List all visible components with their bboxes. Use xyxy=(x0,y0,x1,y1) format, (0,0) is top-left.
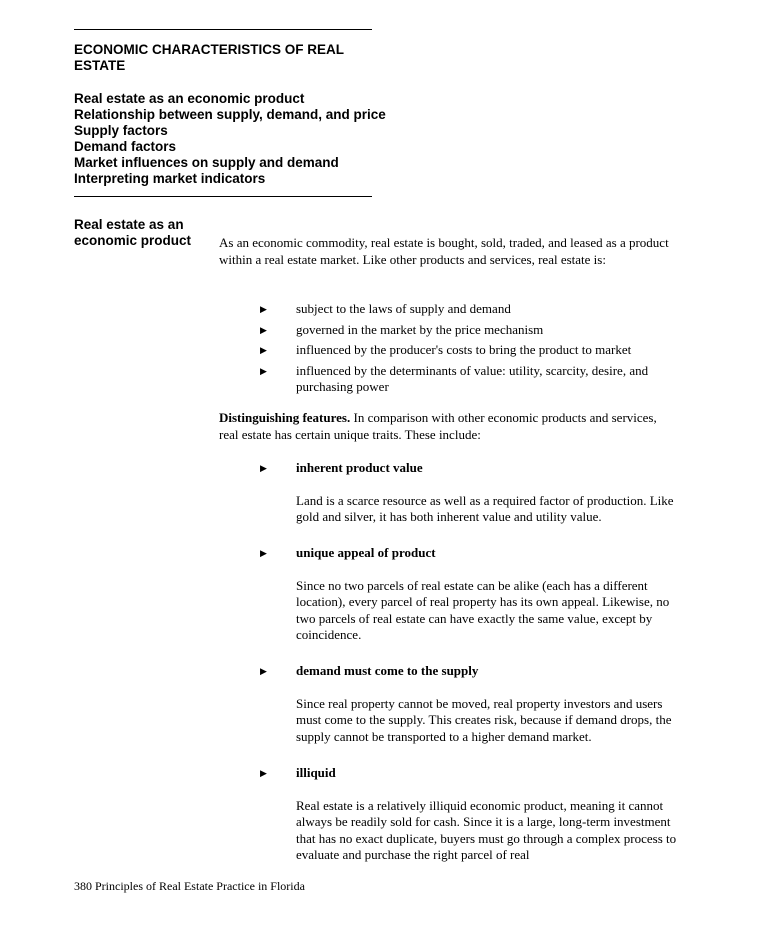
topic-item: Interpreting market indicators xyxy=(74,171,266,186)
bottom-rule xyxy=(74,196,372,197)
list-item xyxy=(260,342,680,359)
distinguishing-paragraph xyxy=(219,410,669,443)
feature-title xyxy=(260,663,680,680)
bullet-arrow-icon: ▶ xyxy=(260,304,267,314)
topic-list xyxy=(74,91,434,187)
feature-title xyxy=(260,545,680,562)
top-rule xyxy=(74,29,372,30)
list-item-text: influenced by the producer's costs to bring the product to market xyxy=(296,342,632,357)
feature-body: Since real property cannot be moved, real property investors and users must come to the supply. This creates risk, because if demand drops, the supply cannot be transported to a higher demand market. xyxy=(296,695,672,744)
feature-body: Since no two parcels of real estate can be alike (each has a different location), every parcel of real property has its own appeal. Likewise, no two parcels of real estate can have exactly the same value, except by coincidence. xyxy=(296,577,670,642)
feature-body: Real estate is a relatively illiquid economic product, meaning it cannot always be readily sold for cash. Since it is a large, long-term investment that has no exact duplicate, buyers must go through a complex process to evaluate and purchase the right parcel of real xyxy=(296,797,677,862)
list-item xyxy=(260,301,680,318)
bullet-arrow-icon: ▶ xyxy=(260,324,267,335)
feature-title xyxy=(260,460,680,477)
feature-title-text: unique appeal of product xyxy=(296,545,436,560)
bullet-arrow-icon: ▶ xyxy=(260,365,267,376)
distinguishing-text: In comparison with other economic products and services, real estate has certain unique traits. These include: xyxy=(219,410,657,442)
bullet-arrow-icon: ▶ xyxy=(260,345,267,355)
feature-item xyxy=(260,663,680,745)
list-item-text: governed in the market by the price mechanism xyxy=(296,321,544,337)
feature-item xyxy=(260,460,680,526)
list-item-text: subject to the laws of supply and demand xyxy=(296,301,511,316)
bullet-arrow-icon: ▶ xyxy=(260,666,267,676)
list-item xyxy=(260,363,680,396)
topic-item: Real estate as an economic product xyxy=(74,91,305,106)
distinguishing-lead: Distinguishing features. xyxy=(219,410,351,425)
feature-title-text: demand must come to the supply xyxy=(296,663,479,678)
list-item xyxy=(260,322,680,339)
chapter-heading: ECONOMIC CHARACTERISTICS OF REAL ESTATE xyxy=(74,42,344,73)
feature-title-text: inherent product value xyxy=(296,460,423,475)
feature-title xyxy=(260,765,680,782)
topic-item: Demand factors xyxy=(74,139,177,154)
side-heading: Real estate as an economic product xyxy=(74,217,192,248)
list-item-text: influenced by the determinants of value: utility, scarcity, desire, and purchasing power xyxy=(296,362,649,394)
feature-body: Land is a scarce resource as well as a required factor of production. Like gold and silver, it has both inherent value and utility value. xyxy=(296,492,674,524)
feature-item xyxy=(260,765,680,864)
bullet-arrow-icon: ▶ xyxy=(260,768,267,778)
topic-item: Relationship between supply, demand, and price xyxy=(74,107,386,122)
bullet-arrow-icon: ▶ xyxy=(260,463,267,473)
topic-item: Market influences on supply and demand xyxy=(74,155,339,170)
feature-item xyxy=(260,545,680,644)
bullet-arrow-icon: ▶ xyxy=(260,548,267,558)
topic-item: Supply factors xyxy=(74,123,168,138)
feature-title-text: illiquid xyxy=(296,765,336,780)
intro-paragraph: As an economic commodity, real estate is bought, sold, traded, and leased as a product within a real estate market. Like other products and services, real estate is: xyxy=(219,235,669,267)
bullet-list xyxy=(260,301,680,400)
page-footer: 380 Principles of Real Estate Practice in Florida xyxy=(74,879,305,893)
